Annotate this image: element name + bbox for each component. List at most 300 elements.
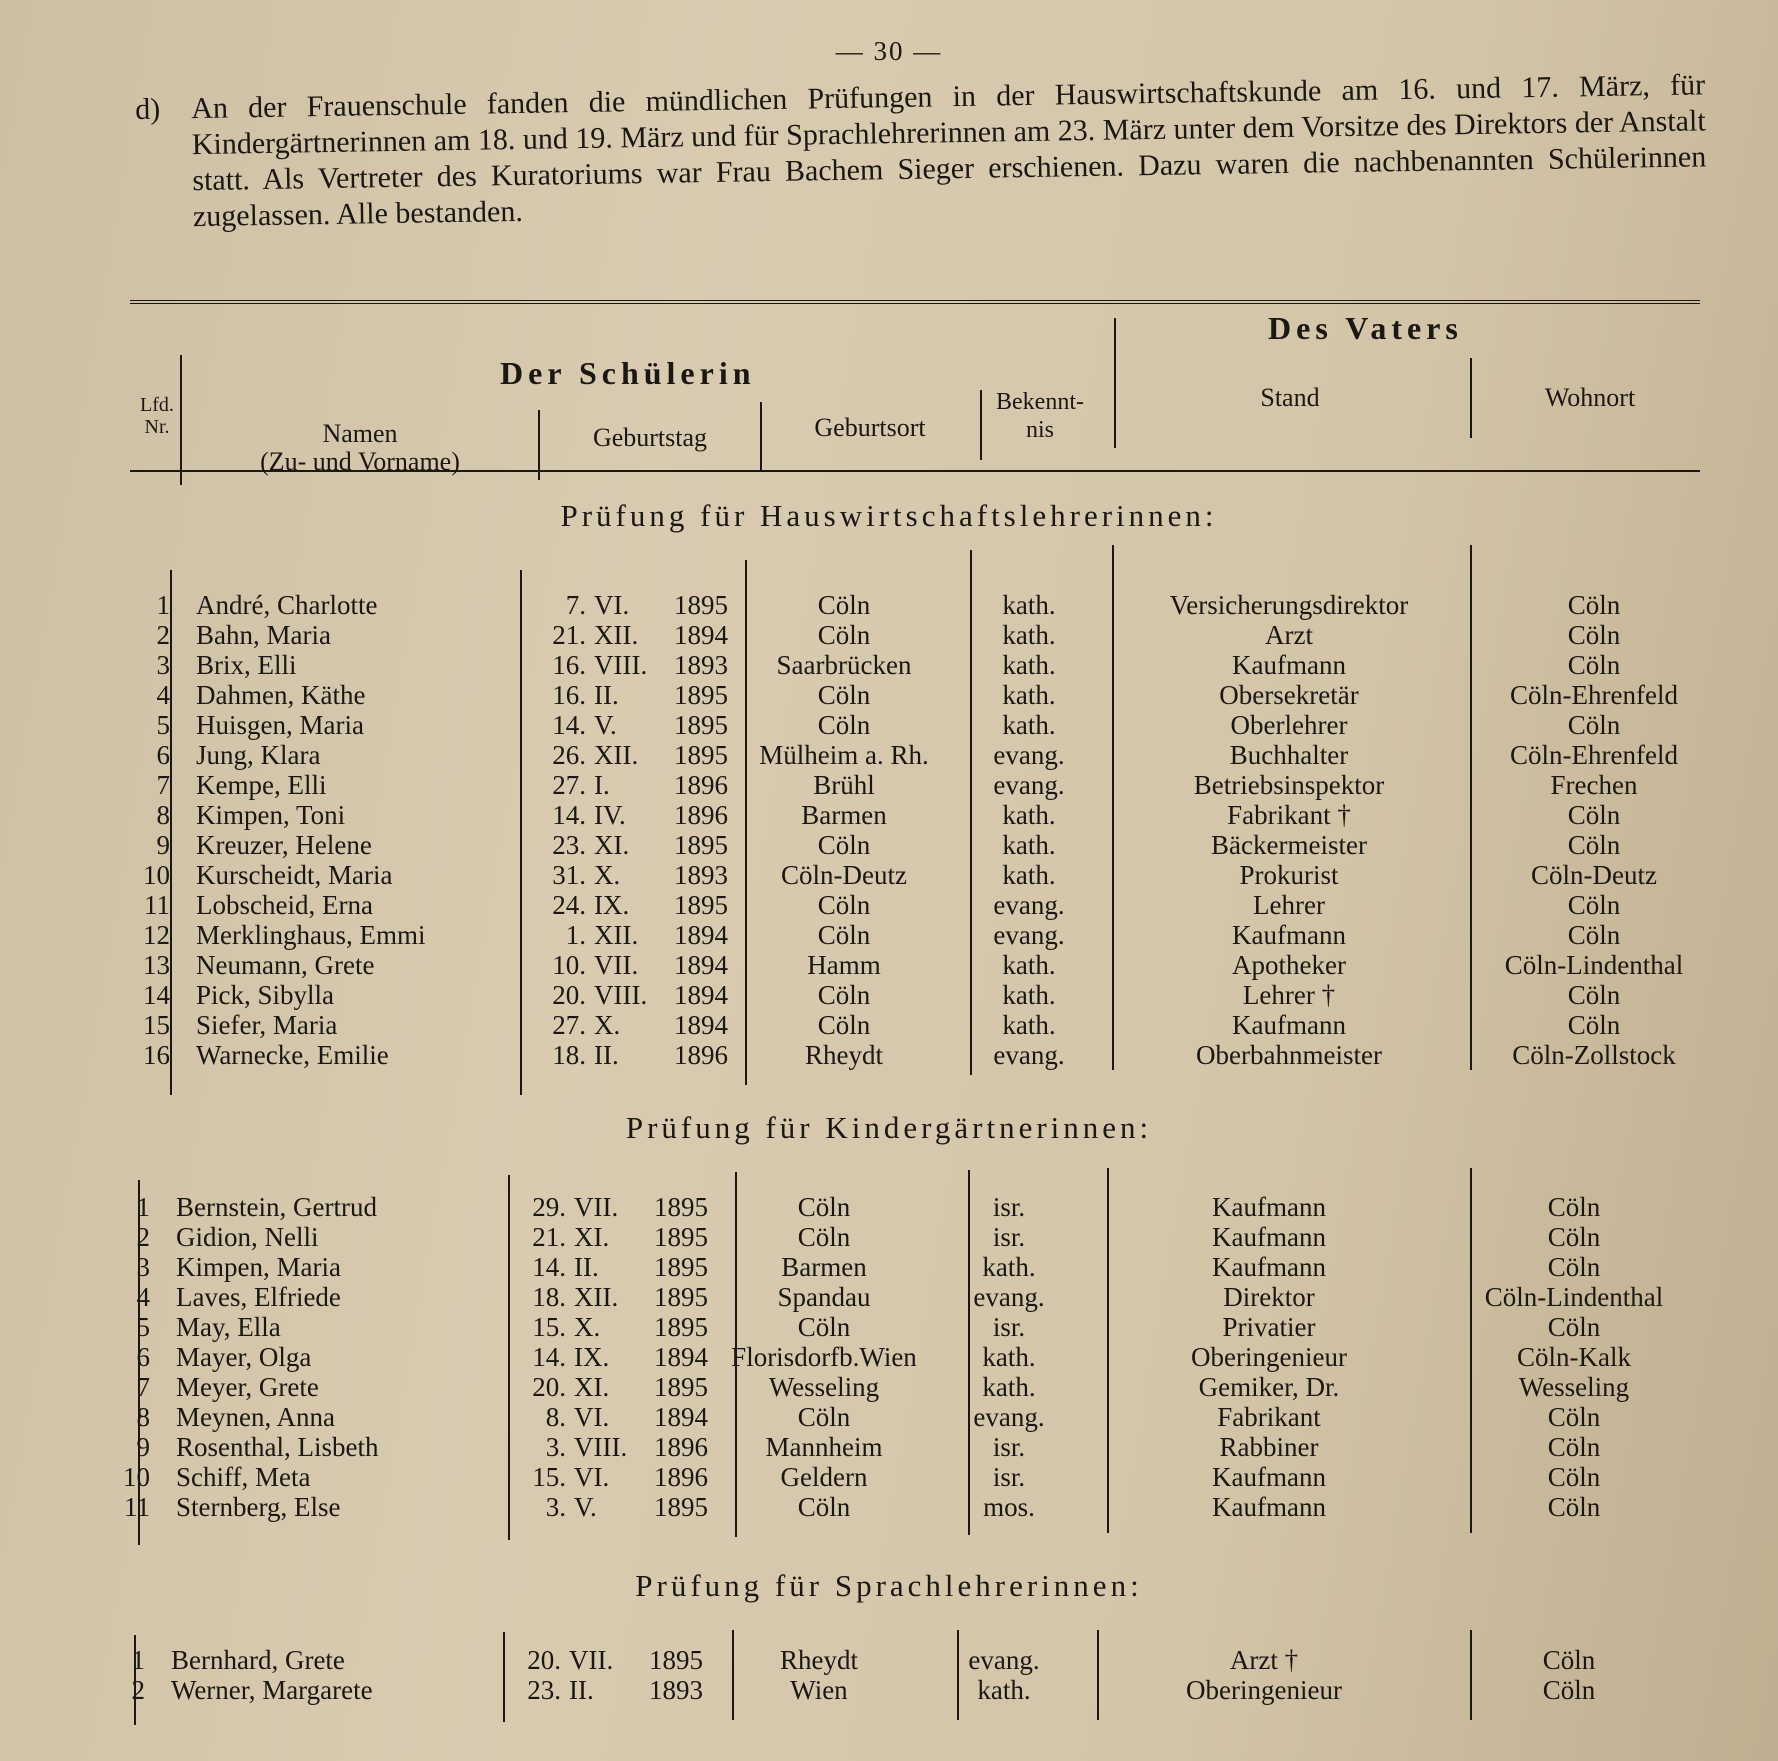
birth-place: Wien [790, 1675, 848, 1705]
table-row [90, 1222, 1694, 1252]
birth-place: Cöln [817, 890, 871, 920]
father-occupation: Kaufmann [1232, 1010, 1346, 1040]
section-title-hauswirtschaft: Prüfung für Hauswirtschaftslehrerinnen: [560, 498, 1218, 533]
father-residence: Cöln [1547, 1402, 1601, 1432]
father-residence: Cöln [1547, 1192, 1601, 1222]
confession: evang. [973, 1402, 1045, 1432]
table-row [110, 620, 1714, 650]
confession: kath. [982, 1372, 1036, 1402]
table-row [90, 1492, 1694, 1522]
birth-month: V. [594, 710, 617, 740]
father-occupation: Kaufmann [1232, 920, 1346, 950]
confession: kath. [1002, 860, 1056, 890]
row-number: 8 [136, 1402, 150, 1432]
header-des-vaters: Des Vaters [1268, 310, 1463, 346]
student-name: Pick, Sibylla [196, 980, 335, 1010]
birth-place: Cöln [817, 590, 871, 620]
father-residence: Cöln [1567, 1010, 1621, 1040]
birth-month: II. [569, 1675, 594, 1705]
birth-day: 20. [527, 1645, 561, 1675]
birth-day: 3. [545, 1432, 566, 1462]
birth-day: 15. [532, 1312, 566, 1342]
birth-year: 1894 [654, 1342, 708, 1372]
father-residence: Cöln-Ehrenfeld [1510, 740, 1678, 770]
confession: kath. [1002, 710, 1056, 740]
birth-place: Cöln [797, 1192, 851, 1222]
father-residence: Cöln [1547, 1312, 1601, 1342]
row-number: 15 [143, 1010, 170, 1040]
student-name: Warnecke, Emilie [196, 1040, 389, 1070]
row-number: 3 [136, 1252, 150, 1282]
father-residence: Cöln-Deutz [1531, 860, 1657, 890]
birth-month: VII. [574, 1192, 619, 1222]
student-name: Dahmen, Käthe [196, 680, 366, 710]
student-name: Meynen, Anna [176, 1402, 335, 1432]
birth-place: Cöln [817, 680, 871, 710]
table-row [110, 680, 1714, 710]
father-residence: Cöln-Zollstock [1512, 1040, 1676, 1070]
header-namen-sub: (Zu- und Vorname) [260, 447, 460, 476]
page-number: — 30 — [835, 36, 943, 66]
birth-month: X. [574, 1312, 601, 1342]
student-name: Merklinghaus, Emmi [196, 920, 426, 950]
birth-day: 18. [532, 1282, 566, 1312]
row-number: 12 [143, 920, 170, 950]
birth-place: Cöln [817, 830, 871, 860]
father-residence: Cöln [1542, 1645, 1596, 1675]
birth-month: VIII. [594, 980, 648, 1010]
birth-place: Rheydt [780, 1645, 858, 1675]
birth-day: 18. [552, 1040, 586, 1070]
birth-place: Mannheim [765, 1432, 883, 1462]
header-wohnort: Wohnort [1544, 383, 1636, 412]
birth-place: Saarbrücken [776, 650, 912, 680]
table-row [110, 890, 1714, 920]
father-occupation: Oberingenieur [1186, 1675, 1342, 1705]
birth-year: 1895 [654, 1312, 708, 1342]
header-top-rule [130, 300, 1700, 304]
student-name: Neumann, Grete [196, 950, 375, 980]
student-name: Brix, Elli [196, 650, 297, 680]
row-number: 5 [156, 710, 170, 740]
student-name: Bahn, Maria [196, 620, 331, 650]
confession: evang. [993, 920, 1065, 950]
intro-label: d) [135, 92, 161, 126]
birth-year: 1895 [654, 1492, 708, 1522]
father-residence: Cöln [1547, 1222, 1601, 1252]
father-residence: Cöln [1547, 1252, 1601, 1282]
table-sprachlehrerinnen [85, 1645, 1689, 1705]
table-row [110, 650, 1714, 680]
birth-day: 14. [552, 710, 586, 740]
confession: evang. [993, 1040, 1065, 1070]
table-row [110, 980, 1714, 1010]
table-row [90, 1432, 1694, 1462]
birth-year: 1895 [654, 1252, 708, 1282]
father-occupation: Kaufmann [1232, 650, 1346, 680]
confession: kath. [1002, 830, 1056, 860]
birth-place: Barmen [781, 1252, 867, 1282]
confession: kath. [1002, 1010, 1056, 1040]
birth-day: 8. [545, 1402, 566, 1432]
row-number: 4 [156, 680, 170, 710]
header-stand: Stand [1260, 383, 1320, 412]
birth-year: 1896 [674, 770, 728, 800]
birth-year: 1895 [674, 710, 728, 740]
birth-year: 1895 [654, 1372, 708, 1402]
birth-month: IX. [574, 1342, 610, 1372]
student-name: Sternberg, Else [176, 1492, 341, 1522]
table-row [110, 1040, 1714, 1070]
birth-month: V. [574, 1492, 597, 1522]
student-name: Huisgen, Maria [196, 710, 364, 740]
table-row [110, 710, 1714, 740]
father-residence: Cöln [1567, 590, 1621, 620]
father-residence: Cöln [1567, 920, 1621, 950]
father-residence: Frechen [1550, 770, 1638, 800]
confession: kath. [982, 1342, 1036, 1372]
student-name: Gidion, Nelli [176, 1222, 319, 1252]
father-residence: Cöln-Lindenthal [1484, 1282, 1664, 1312]
confession: evang. [993, 890, 1065, 920]
birth-day: 27. [552, 1010, 586, 1040]
birth-year: 1895 [649, 1645, 703, 1675]
father-occupation: Versicherungsdirektor [1169, 590, 1409, 620]
father-residence: Cöln [1567, 980, 1621, 1010]
row-number: 1 [131, 1645, 145, 1675]
student-name: Kimpen, Toni [196, 800, 346, 830]
birth-month: II. [574, 1252, 599, 1282]
birth-year: 1893 [674, 860, 728, 890]
confession: evang. [968, 1645, 1040, 1675]
birth-year: 1893 [674, 650, 728, 680]
row-number: 7 [136, 1372, 150, 1402]
father-residence: Cöln [1567, 710, 1621, 740]
row-number: 6 [156, 740, 170, 770]
birth-day: 16. [552, 650, 586, 680]
birth-day: 14. [532, 1342, 566, 1372]
birth-place: Cöln [797, 1312, 851, 1342]
confession: isr. [992, 1222, 1026, 1252]
table-row [90, 1252, 1694, 1282]
row-number: 14 [143, 980, 170, 1010]
row-number: 11 [144, 890, 170, 920]
table-row [90, 1342, 1694, 1372]
confession: kath. [1002, 980, 1056, 1010]
birth-place: Brühl [813, 770, 875, 800]
birth-day: 29. [532, 1192, 566, 1222]
table-row [110, 590, 1714, 620]
row-number: 2 [136, 1222, 150, 1252]
father-residence: Cöln [1567, 830, 1621, 860]
row-number: 9 [136, 1432, 150, 1462]
intro-text: An der Frauenschule fanden die mündlichen Prüfungen in der Hauswirtschaftskunde am 16. und 17. März, für Kindergärtnerinnen am 18. und 19. März und für Sprachlehrerinnen am 23. März unter dem Vorsitze des Direktors der Anstalt statt. Als Vertreter des Kuratoriums war Frau Bachem Sieger erschienen. Dazu waren die nachbenannten Schülerinnen zugelassen. Alle bestanden. [191, 68, 1707, 234]
confession: kath. [982, 1252, 1036, 1282]
row-number: 11 [124, 1492, 150, 1522]
birth-month: XII. [574, 1282, 619, 1312]
confession: evang. [973, 1282, 1045, 1312]
birth-month: VII. [569, 1645, 614, 1675]
birth-day: 20. [532, 1372, 566, 1402]
row-number: 8 [156, 800, 170, 830]
birth-day: 21. [532, 1222, 566, 1252]
father-occupation: Buchhalter [1229, 740, 1349, 770]
row-number: 1 [156, 590, 170, 620]
father-occupation: Bäckermeister [1211, 830, 1367, 860]
father-residence: Cöln [1567, 890, 1621, 920]
birth-day: 20. [552, 980, 586, 1010]
table-row [85, 1645, 1689, 1675]
table-row [110, 950, 1714, 980]
birth-year: 1895 [654, 1282, 708, 1312]
father-occupation: Arzt [1265, 620, 1313, 650]
student-name: Rosenthal, Lisbeth [176, 1432, 379, 1462]
birth-day: 24. [552, 890, 586, 920]
table-row [110, 1010, 1714, 1040]
confession: isr. [992, 1462, 1026, 1492]
table-row [90, 1372, 1694, 1402]
birth-month: IV. [594, 800, 626, 830]
father-residence: Cöln-Ehrenfeld [1510, 680, 1678, 710]
header-divider [1470, 358, 1472, 438]
birth-day: 31. [552, 860, 586, 890]
birth-place: Cöln-Deutz [781, 860, 907, 890]
birth-day: 23. [527, 1675, 561, 1705]
header-divider [180, 355, 182, 485]
row-number: 1 [136, 1192, 150, 1222]
header-divider [980, 390, 982, 460]
confession: isr. [992, 1192, 1026, 1222]
confession: kath. [1002, 620, 1056, 650]
birth-day: 3. [545, 1492, 566, 1522]
table-row [90, 1312, 1694, 1342]
birth-day: 27. [552, 770, 586, 800]
father-residence: Cöln-Kalk [1517, 1342, 1631, 1372]
student-name: Bernstein, Gertrud [176, 1192, 377, 1222]
birth-year: 1895 [674, 890, 728, 920]
father-residence: Cöln [1567, 620, 1621, 650]
birth-day: 26. [552, 740, 586, 770]
birth-month: XI. [574, 1222, 610, 1252]
father-occupation: Betriebsinspektor [1193, 770, 1385, 800]
birth-month: VIII. [594, 650, 648, 680]
row-number: 3 [156, 650, 170, 680]
row-number: 7 [156, 770, 170, 800]
father-residence: Cöln [1547, 1492, 1601, 1522]
confession: evang. [993, 770, 1065, 800]
birth-day: 14. [552, 800, 586, 830]
birth-year: 1895 [654, 1222, 708, 1252]
birth-year: 1894 [654, 1402, 708, 1432]
student-name: Kempe, Elli [196, 770, 327, 800]
birth-day: 15. [532, 1462, 566, 1492]
father-residence: Cöln-Lindenthal [1504, 950, 1684, 980]
birth-year: 1896 [654, 1432, 708, 1462]
student-name: Werner, Margarete [171, 1675, 373, 1705]
birth-year: 1895 [674, 590, 728, 620]
father-occupation: Oberlehrer [1230, 710, 1348, 740]
header-namen: Namen [322, 419, 398, 448]
row-number: 9 [156, 830, 170, 860]
birth-month: XII. [594, 920, 639, 950]
birth-month: VI. [574, 1402, 610, 1432]
birth-year: 1896 [654, 1462, 708, 1492]
birth-month: II. [594, 1040, 619, 1070]
row-number: 10 [123, 1462, 150, 1492]
table-row [110, 830, 1714, 860]
row-number: 10 [143, 860, 170, 890]
birth-year: 1896 [674, 1040, 728, 1070]
birth-year: 1895 [674, 740, 728, 770]
header-divider [760, 402, 762, 472]
birth-year: 1894 [674, 620, 728, 650]
birth-year: 1895 [674, 680, 728, 710]
father-occupation: Kaufmann [1212, 1222, 1326, 1252]
confession: kath. [1002, 650, 1056, 680]
row-number: 5 [136, 1312, 150, 1342]
birth-year: 1894 [674, 1010, 728, 1040]
birth-place: Barmen [801, 800, 887, 830]
birth-month: X. [594, 860, 621, 890]
birth-place: Cöln [817, 1010, 871, 1040]
birth-place: Rheydt [805, 1040, 883, 1070]
table-row [110, 740, 1714, 770]
father-occupation: Lehrer † [1242, 980, 1336, 1010]
father-occupation: Kaufmann [1212, 1492, 1326, 1522]
birth-place: Cöln [817, 980, 871, 1010]
row-number: 16 [143, 1040, 170, 1070]
father-occupation: Oberbahnmeister [1196, 1040, 1382, 1070]
birth-place: Cöln [797, 1222, 851, 1252]
table-kindergaertnerinnen [90, 1192, 1694, 1522]
section-title-sprachlehrerinnen: Prüfung für Sprachlehrerinnen: [635, 1568, 1143, 1603]
student-name: Jung, Klara [196, 740, 321, 770]
student-name: Mayer, Olga [176, 1342, 312, 1372]
row-number: 4 [136, 1282, 150, 1312]
father-occupation: Arzt † [1229, 1645, 1299, 1675]
birth-year: 1895 [654, 1192, 708, 1222]
father-residence: Cöln [1547, 1432, 1601, 1462]
birth-place: Cöln [817, 920, 871, 950]
birth-day: 21. [552, 620, 586, 650]
birth-place: Wesseling [768, 1372, 880, 1402]
birth-place: Cöln [797, 1402, 851, 1432]
student-name: Meyer, Grete [176, 1372, 319, 1402]
header-bekenntnis: Bekennt-nis [996, 389, 1084, 443]
birth-month: VII. [594, 950, 639, 980]
row-number: 13 [143, 950, 170, 980]
birth-day: 16. [552, 680, 586, 710]
table-row [90, 1282, 1694, 1312]
confession: kath. [1002, 590, 1056, 620]
birth-month: XII. [594, 740, 639, 770]
birth-place: Spandau [777, 1282, 871, 1312]
confession: isr. [992, 1432, 1026, 1462]
student-name: Kimpen, Maria [176, 1252, 341, 1282]
birth-month: II. [594, 680, 619, 710]
confession: kath. [977, 1675, 1031, 1705]
header-geburtsort: Geburtsort [814, 413, 926, 442]
birth-year: 1894 [674, 980, 728, 1010]
table-row [90, 1462, 1694, 1492]
row-number: 2 [156, 620, 170, 650]
table-row [110, 920, 1714, 950]
table-row [110, 800, 1714, 830]
header-bottom-rule [130, 470, 1700, 472]
father-residence: Cöln [1542, 1675, 1596, 1705]
row-number: 6 [136, 1342, 150, 1372]
birth-day: 1. [565, 920, 586, 950]
table-row [85, 1675, 1689, 1705]
father-residence: Cöln [1547, 1462, 1601, 1492]
birth-day: 23. [552, 830, 586, 860]
birth-year: 1894 [674, 950, 728, 980]
row-number: 2 [131, 1675, 145, 1705]
student-name: May, Ella [176, 1312, 281, 1342]
father-occupation: Kaufmann [1212, 1462, 1326, 1492]
birth-month: VI. [594, 590, 630, 620]
father-occupation: Oberingenieur [1191, 1342, 1347, 1372]
birth-month: XII. [594, 620, 639, 650]
birth-place: Geldern [780, 1462, 868, 1492]
birth-month: VIII. [574, 1432, 628, 1462]
father-occupation: Fabrikant † [1227, 800, 1351, 830]
student-name: Kurscheidt, Maria [196, 860, 393, 890]
student-name: Laves, Elfriede [176, 1282, 341, 1312]
intro-paragraph [135, 67, 1707, 236]
birth-month: I. [594, 770, 610, 800]
birth-place: Cöln [797, 1492, 851, 1522]
section-title-kindergaertnerinnen: Prüfung für Kindergärtnerinnen: [625, 1110, 1153, 1145]
confession: kath. [1002, 680, 1056, 710]
confession: mos. [983, 1492, 1035, 1522]
birth-year: 1893 [649, 1675, 703, 1705]
father-occupation: Apotheker [1232, 950, 1346, 980]
header-divider [1114, 318, 1116, 448]
table-row [110, 860, 1714, 890]
table-row [110, 770, 1714, 800]
birth-place: Cöln [817, 620, 871, 650]
father-occupation: Fabrikant [1217, 1402, 1321, 1432]
birth-day: 10. [552, 950, 586, 980]
confession: isr. [992, 1312, 1026, 1342]
table-row [90, 1402, 1694, 1432]
birth-day: 14. [532, 1252, 566, 1282]
birth-month: IX. [594, 890, 630, 920]
father-occupation: Gemiker, Dr. [1198, 1372, 1340, 1402]
confession: evang. [993, 740, 1065, 770]
father-occupation: Privatier [1222, 1312, 1316, 1342]
father-residence: Wesseling [1518, 1372, 1630, 1402]
birth-place: Hamm [807, 950, 881, 980]
birth-month: XI. [574, 1372, 610, 1402]
birth-year: 1894 [674, 920, 728, 950]
father-occupation: Kaufmann [1212, 1192, 1326, 1222]
birth-place: Florisdorfb.Wien [731, 1342, 917, 1372]
birth-year: 1896 [674, 800, 728, 830]
confession: kath. [1002, 800, 1056, 830]
header-lfd-nr: Lfd. Nr. [140, 394, 174, 438]
header-geburtstag: Geburtstag [592, 423, 708, 452]
student-name: Lobscheid, Erna [196, 890, 373, 920]
student-name: Kreuzer, Helene [196, 830, 372, 860]
father-occupation: Prokurist [1239, 860, 1339, 890]
father-occupation: Rabbiner [1219, 1432, 1319, 1462]
father-occupation: Direktor [1223, 1282, 1315, 1312]
father-residence: Cöln [1567, 800, 1621, 830]
birth-month: VI. [574, 1462, 610, 1492]
birth-day: 7. [565, 590, 586, 620]
